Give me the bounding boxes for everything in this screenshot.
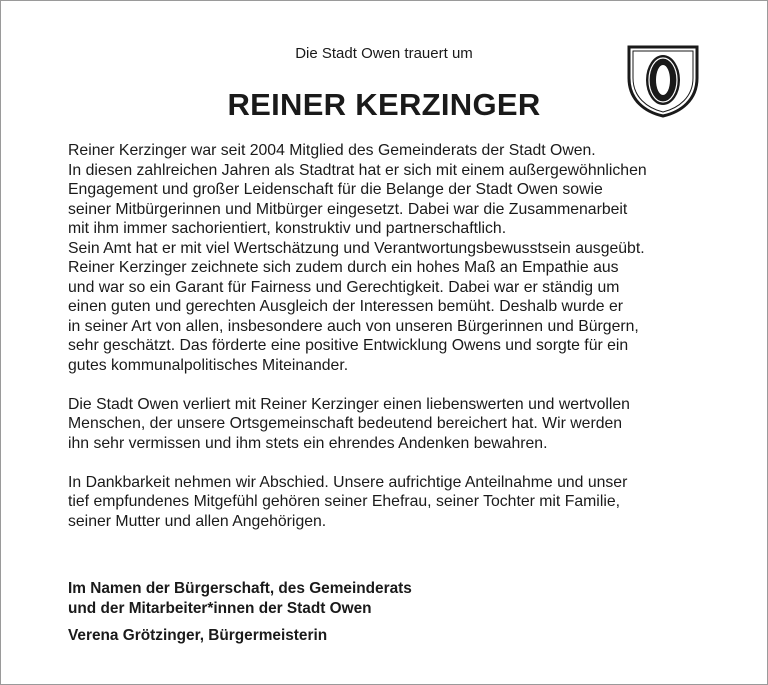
text-line: Menschen, der unsere Ortsgemeinschaft bedeutend bereichert hat. Wir werden — [68, 415, 623, 432]
text-line: gutes kommunalpolitisches Miteinander. — [68, 356, 349, 374]
notice-body — [68, 141, 758, 531]
text-line: einen guten und gerechten Ausgleich der Interessen bemüht. Deshalb wurde er — [68, 298, 624, 315]
text-line: Die Stadt Owen verliert mit Reiner Kerzinger einen liebenswerten und wertvollen — [68, 395, 630, 413]
text-line: Reiner Kerzinger zeichnete sich zudem durch ein hohes Maß an Empathie aus — [68, 259, 619, 276]
city-crest-icon — [625, 44, 701, 118]
paragraph-tribute — [68, 141, 758, 375]
text-line: seiner Mitbürgerinnen und Mitbürger eingesetzt. Dabei war die Zusammenarbeit — [68, 200, 628, 218]
text-line: Engagement und großer Leidenschaft für die Belange der Stadt Owen sowie — [68, 181, 603, 198]
text-line: tief empfundenes Mitgefühl gehören seiner Ehefrau, seiner Tochter mit Familie, — [68, 493, 621, 510]
text-line: mit ihm immer sachorientiert, konstruktiv und partnerschaftlich. — [68, 220, 507, 237]
signature-block — [68, 579, 758, 646]
text-line: sehr geschätzt. Das förderte eine positive Entwicklung Owens und sorgte für ein — [68, 337, 629, 354]
mayor-signature: Verena Grötzinger, Bürgermeisterin — [68, 627, 328, 644]
text-line: In Dankbarkeit nehmen wir Abschied. Unsere aufrichtige Anteilnahme und unser — [68, 473, 628, 491]
signature-line-1: Im Namen der Bürgerschaft, des Gemeinderats — [68, 580, 412, 597]
deceased-name: REINER KERZINGER — [227, 87, 541, 122]
intro-line: Die Stadt Owen trauert um — [295, 45, 473, 62]
text-line: ihn sehr vermissen und ihm stets ein ehrendes Andenken bewahren. — [68, 434, 548, 452]
paragraph-loss — [68, 395, 758, 454]
text-line: in seiner Art von allen, insbesondere auch von unseren Bürgerinnen und Bürgern, — [68, 317, 639, 335]
text-line: seiner Mutter und allen Angehörigen. — [68, 512, 327, 530]
text-line: Reiner Kerzinger war seit 2004 Mitglied des Gemeinderats der Stadt Owen. — [68, 142, 596, 159]
text-line: Sein Amt hat er mit viel Wertschätzung und Verantwortungsbewusstsein ausgeübt. — [68, 239, 645, 257]
signature-line-2: und der Mitarbeiter*innen der Stadt Owen — [68, 600, 372, 617]
text-line: In diesen zahlreichen Jahren als Stadtrat hat er sich mit einem außergewöhnlichen — [68, 161, 647, 179]
text-line: und war so ein Garant für Fairness und Gerechtigkeit. Dabei war er ständig um — [68, 278, 620, 296]
paragraph-condolences — [68, 473, 758, 532]
